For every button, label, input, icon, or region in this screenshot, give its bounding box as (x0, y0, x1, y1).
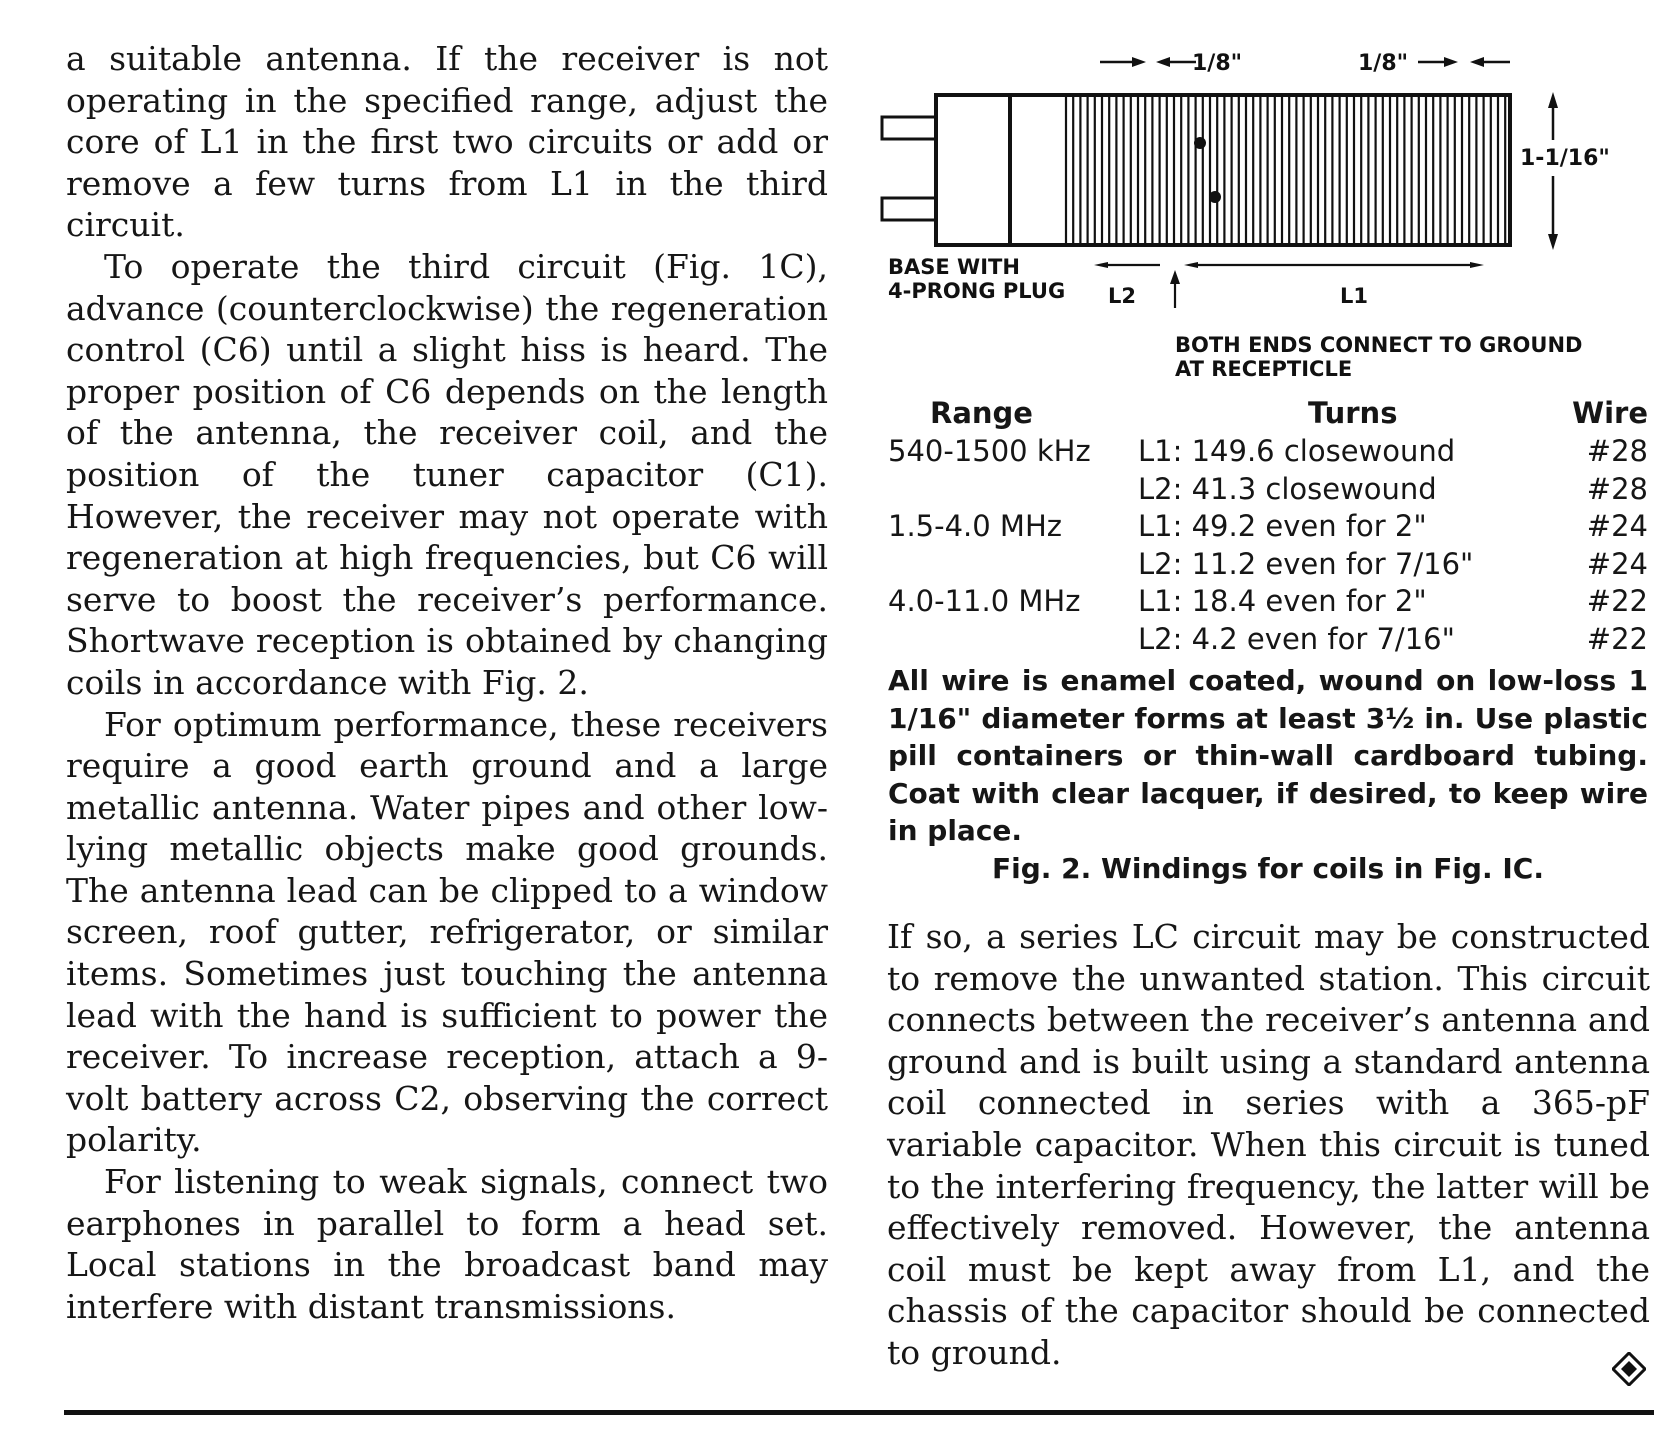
header-turns: Turns (1308, 396, 1398, 430)
ground-label: BOTH ENDS CONNECT TO GROUND (1175, 333, 1583, 357)
coil-table (888, 396, 1648, 659)
l2-label: L2 (1108, 284, 1136, 308)
paragraph: If so, a series LC circuit may be constructed to remove the unwanted station. This circuit connects between the receiver’s antenna and ground and is built using a standard antenna coil connected in series with a 365-pF variable capacitor. When this circuit is tuned to the interfering frequency, the latter will be effectively removed. However, the antenna coil must be kept away from L1, and the chassis of the capacitor should be connected to ground. (887, 917, 1650, 1372)
end-of-article-icon (1612, 1352, 1646, 1386)
dimension-top-right (1358, 51, 1510, 76)
table-row (888, 547, 1648, 585)
cell-turns: L1: 18.4 even for 2" (1138, 584, 1427, 618)
table-row (888, 622, 1648, 660)
bottom-rule (64, 1410, 1654, 1415)
paragraph: For listening to weak signals, connect two earphones in parallel to form a head set. Local stations in the broadcast band may interfere with distant transmissions. (66, 1162, 828, 1326)
table-row (888, 472, 1648, 510)
paragraph: a suitable antenna. If the receiver is not operating in the specified range, adjust the core of L1 in the first two circuits or add or remove a few turns from L1 in the third circuit. (66, 39, 828, 245)
l2-terminal-dot (1194, 137, 1206, 149)
cell-turns: L2: 41.3 closewound (1138, 471, 1437, 506)
header-range: Range (930, 396, 1033, 430)
dimension-label: 1/8" (1358, 51, 1409, 76)
cell-turns: L1: 149.6 closewound (1138, 434, 1456, 468)
cell-wire: #24 (1586, 546, 1648, 581)
paragraph: To operate the third circuit (Fig. 1C), advance (counterclockwise) the regeneration control (C6) until a slight hiss is heard. The proper position of C6 depends on the length of the antenna, the receiver coil, and the position of the tuner capacitor (C1). However, the receiver may not operate with regeneration at high frequencies, but C6 will serve to boost the receiver’s performance. Shortwave reception is obtained by changing coils in accordance with Fig. 2. (66, 246, 828, 702)
cell-wire: #24 (1586, 509, 1648, 543)
l1-dimension (1184, 262, 1484, 308)
l2-dimension (1094, 262, 1160, 308)
figure-caption: Fig. 2. Windings for coils in Fig. IC. (992, 852, 1544, 885)
left-column (66, 38, 828, 1327)
cell-wire: #28 (1586, 434, 1648, 468)
wire-note: All wire is enamel coated, wound on low-loss 1 1/16" diameter forms at least 3½ in. Use plastic pill containers or thin-wall cardboard tubing. Coat with clear lacquer, if desired, to keep wire in place. (888, 664, 1648, 847)
prong (882, 117, 936, 139)
cell-range: 1.5-4.0 MHz (888, 509, 1062, 543)
cell-turns: L2: 4.2 even for 7/16" (1138, 621, 1455, 656)
header-wire: Wire (1572, 396, 1648, 430)
coil-form (936, 95, 1510, 245)
cell-wire: #22 (1586, 621, 1648, 656)
dimension-label: 1/8" (1192, 51, 1243, 76)
cell-wire: #22 (1586, 584, 1648, 618)
dimension-top-left (1100, 51, 1242, 76)
ground-pointer (1170, 270, 1180, 308)
ground-label: AT RECEPTICLE (1175, 357, 1353, 381)
base-label: BASE WITH (888, 255, 1020, 279)
cell-range: 540-1500 kHz (888, 434, 1091, 468)
right-column (887, 916, 1650, 1374)
prong (882, 198, 936, 220)
l1-terminal-dot (1209, 191, 1221, 203)
table-header (888, 396, 1648, 434)
coil-windings (1066, 97, 1505, 243)
base-label: 4-PRONG PLUG (888, 279, 1066, 303)
paragraph: For optimum performance, these receivers require a good earth ground and a large metallic antenna. Water pipes and other low-lying metallic objects make good grounds. The antenna lead can be clipped to a window screen, roof gutter, refrigerator, or similar items. Sometimes just touching the antenna lead with the hand is sufficient to power the receiver. To increase reception, attach a 9-volt battery across C2, observing the correct polarity. (66, 704, 828, 1160)
table-row (888, 434, 1648, 472)
table-row (888, 509, 1648, 547)
cell-turns: L1: 49.2 even for 2" (1138, 509, 1427, 543)
cell-wire: #28 (1586, 471, 1648, 506)
table-row (888, 584, 1648, 622)
cell-turns: L2: 11.2 even for 7/16" (1138, 546, 1474, 581)
dimension-label: 1-1/16" (1520, 146, 1610, 171)
cell-range: 4.0-11.0 MHz (888, 584, 1081, 618)
dimension-right (1520, 92, 1610, 250)
l1-label: L1 (1340, 284, 1368, 308)
